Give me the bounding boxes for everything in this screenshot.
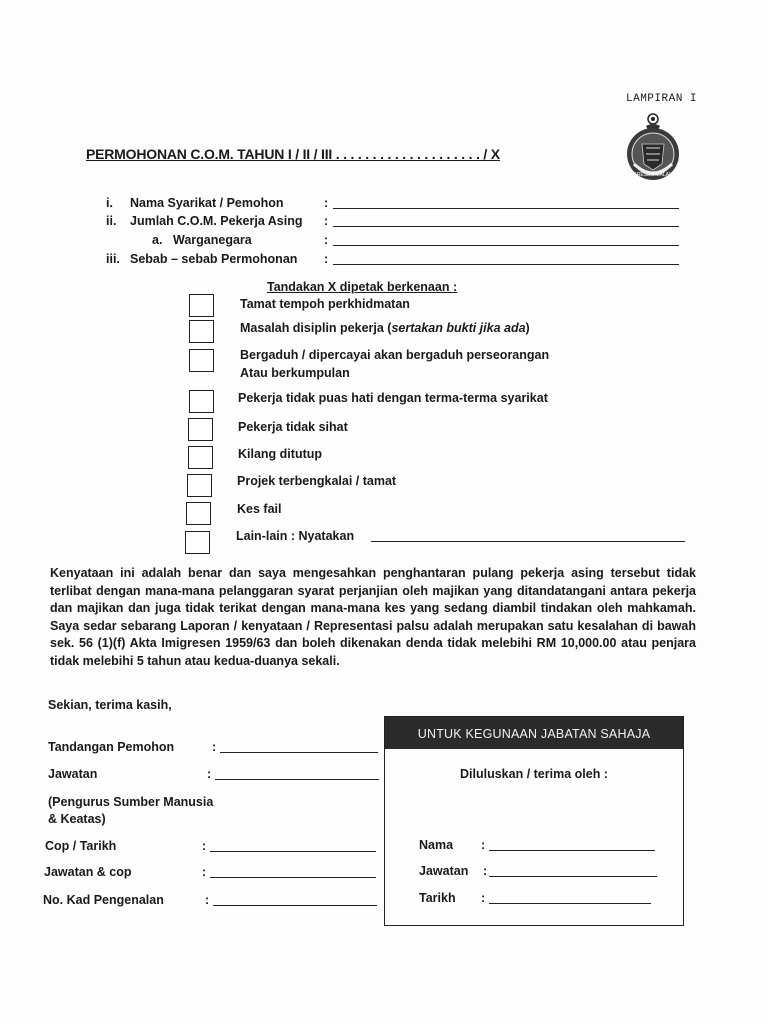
dept-position-label: Jawatan: [419, 864, 469, 878]
reasons-field[interactable]: [333, 264, 679, 265]
crest-caption: IMIGRESEN MALAYSIA: [625, 172, 681, 178]
company-name-field[interactable]: [333, 208, 679, 209]
checkbox-tidak-puas-hati[interactable]: [189, 390, 214, 413]
stamp-date-field[interactable]: [210, 851, 376, 852]
reason-label-kes-fail: Kes fail: [237, 502, 282, 516]
field-num-a: a.: [152, 233, 163, 247]
reason-label-masalah-disiplin: Masalah disiplin pekerja (sertakan bukti jika ada): [240, 321, 530, 335]
signature-label: Tandangan Pemohon: [48, 740, 175, 754]
reason-label-bergaduh-line2: Atau berkumpulan: [240, 366, 350, 380]
field-colon: :: [324, 214, 329, 228]
nationality-field[interactable]: [333, 245, 679, 246]
position-note-1: (Pengurus Sumber Manusia: [48, 795, 214, 809]
reason-label-tidak-sihat: Pekerja tidak sihat: [238, 420, 348, 434]
reason-label-tidak-puas-hati: Pekerja tidak puas hati dengan terma-terma syarikat: [238, 391, 548, 405]
checkbox-projek-terbengkalai[interactable]: [187, 474, 212, 497]
checkbox-tidak-sihat[interactable]: [188, 418, 213, 441]
reason-label-lain-lain: Lain-lain : Nyatakan: [236, 529, 355, 543]
field-colon: :: [481, 891, 486, 905]
jabatan-imigresen-crest-icon: [620, 112, 686, 184]
lampiran-label: LAMPIRAN I: [626, 93, 698, 105]
ic-number-field[interactable]: [213, 905, 377, 906]
reasons-heading: Tandakan X dipetak berkenaan :: [267, 280, 458, 294]
dept-name-field[interactable]: [489, 850, 655, 851]
ic-number-label: No. Kad Pengenalan: [43, 893, 164, 907]
field-num-2: ii.: [106, 214, 117, 228]
dept-position-field[interactable]: [489, 876, 657, 877]
field-colon: :: [207, 767, 212, 781]
checkbox-kes-fail[interactable]: [186, 502, 211, 525]
checkbox-kilang-ditutup[interactable]: [188, 446, 213, 469]
department-use-heading: UNTUK KEGUNAAN JABATAN SAHAJA: [385, 717, 683, 749]
field-colon: :: [212, 740, 217, 754]
reason-label-projek-terbengkalai: Projek terbengkalai / tamat: [237, 474, 397, 488]
declaration-paragraph: Kenyataan ini adalah benar dan saya mengesahkan penghantaran pulang pekerja asing tersebut tidak terlibat dengan mana-mana pelanggaran syarat perjanjian oleh majikan yang ditandatangani antara pekerja dan majikan dan juga tidak terikat dengan mana-mana kes yang sedang diambil tindakan oleh mahkamah. Saya sedar sebarang Laporan / kenyataan / Representasi palsu adalah merupakan satu kesalahan di bawah sek. 56 (1)(f) Akta Imigresen 1959/63 dan boleh dikenakan denda tidak melebihi RM 10,000.00 atau penjara tidak melebihi 5 tahun atau kedua-duanya sekali.: [50, 566, 696, 668]
dept-name-label: Nama: [419, 838, 454, 852]
field-colon: :: [324, 252, 329, 266]
com-count-field[interactable]: [333, 226, 679, 227]
stamp-date-label: Cop / Tarikh: [45, 839, 117, 853]
lain-lain-field[interactable]: [371, 541, 685, 542]
checkbox-tamat-tempoh[interactable]: [189, 294, 214, 317]
checkbox-lain-lain[interactable]: [185, 531, 210, 554]
checkbox-masalah-disiplin[interactable]: [189, 320, 214, 343]
position-label: Jawatan: [48, 767, 98, 781]
field-colon: :: [324, 233, 329, 247]
dept-date-field[interactable]: [489, 903, 651, 904]
dept-date-label: Tarikh: [419, 891, 456, 905]
position-field[interactable]: [215, 779, 379, 780]
field-colon: :: [483, 864, 488, 878]
field-label-company: Nama Syarikat / Pemohon: [130, 196, 284, 210]
reason-label-kilang-ditutup: Kilang ditutup: [238, 447, 323, 461]
field-colon: :: [202, 839, 207, 853]
field-colon: :: [481, 838, 486, 852]
reason-label-tamat-tempoh: Tamat tempoh perkhidmatan: [240, 297, 410, 311]
form-title: PERMOHONAN C.O.M. TAHUN I / II / III . . . . . . . . . . . . . . . . . . . . / X: [86, 146, 500, 162]
field-label-reasons: Sebab – sebab Permohonan: [130, 252, 298, 266]
field-num-3: iii.: [106, 252, 120, 266]
department-use-box: [384, 716, 684, 926]
position-stamp-label: Jawatan & cop: [44, 865, 132, 879]
field-colon: :: [324, 196, 329, 210]
position-note-2: & Keatas): [48, 812, 106, 826]
reason-label-bergaduh: Bergaduh / dipercayai akan bergaduh perseorangan: [240, 348, 550, 362]
field-num-1: i.: [106, 196, 113, 210]
field-label-com-count: Jumlah C.O.M. Pekerja Asing: [130, 214, 303, 228]
signature-field[interactable]: [220, 752, 378, 753]
field-colon: :: [202, 865, 207, 879]
field-label-nationality: Warganegara: [173, 233, 252, 247]
checkbox-bergaduh[interactable]: [189, 349, 214, 372]
field-colon: :: [205, 893, 210, 907]
position-stamp-field[interactable]: [210, 877, 376, 878]
closing-text: Sekian, terima kasih,: [48, 698, 172, 712]
approved-by-label: Diluluskan / terima oleh :: [460, 767, 608, 781]
